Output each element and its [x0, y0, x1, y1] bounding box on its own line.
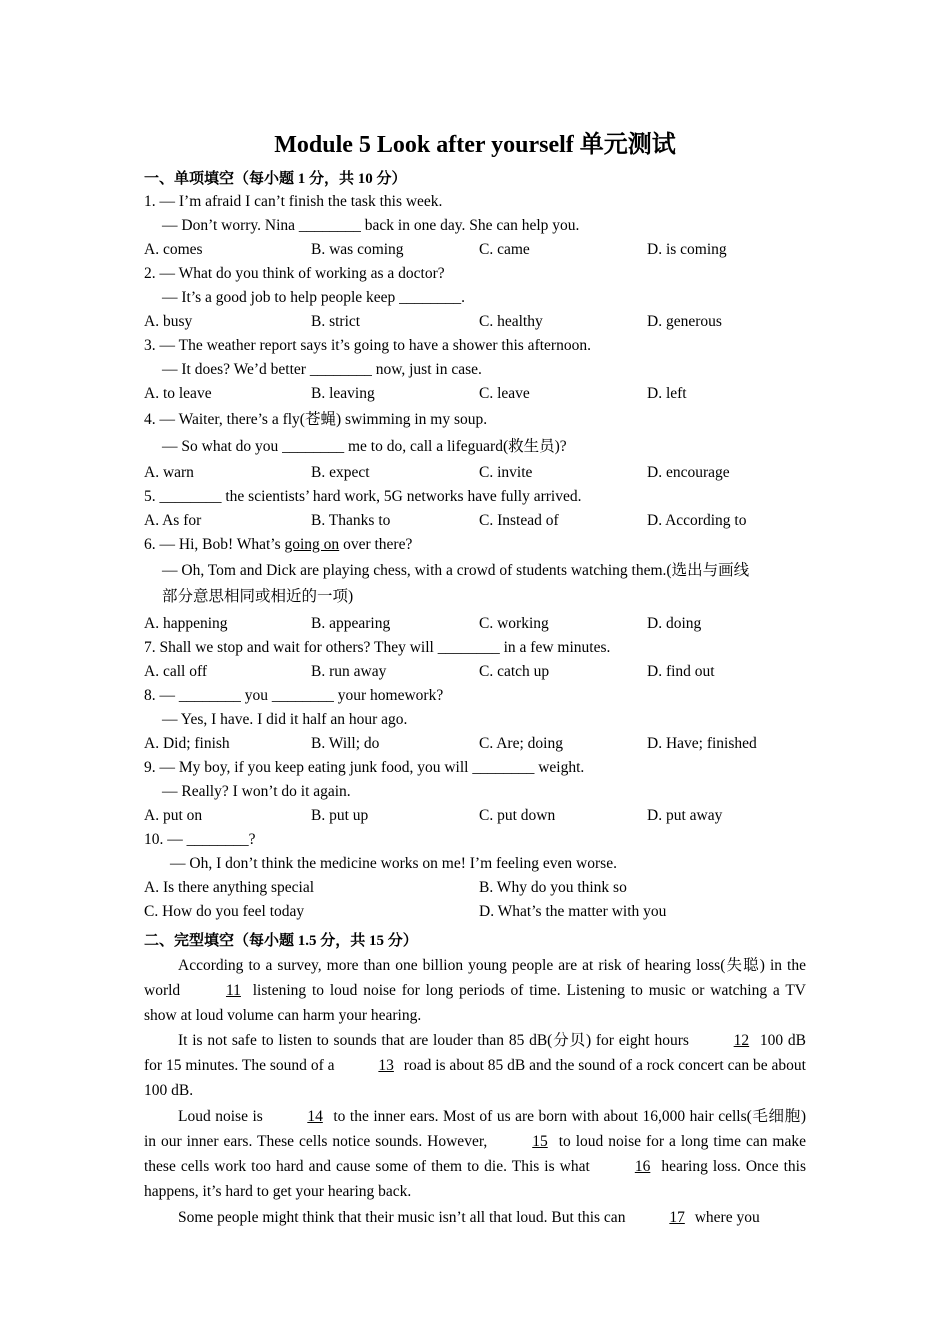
question-9-line-2: — Really? I won’t do it again. — [162, 783, 351, 800]
p2-text-c: road is about 85 dB and the sound of a rock concert can be about 100 dB. — [144, 1057, 806, 1099]
q5-option-d: D. According to — [647, 512, 747, 529]
question-7-line-1: 7. Shall we stop and wait for others? They will ________ in a few minutes. — [144, 639, 611, 656]
question-4-line-1: 4. — Waiter, there’s a fly(苍蝇) swimming in my soup. — [144, 411, 488, 428]
q8-option-b: B. Will; do — [311, 735, 380, 752]
q3-option-b: B. leaving — [311, 385, 375, 402]
q2-option-d: D. generous — [647, 313, 722, 330]
p3-text-b: to the inner ears. Most of us are born with about 16,000 hair cells(毛细胞) in our inner ears. These cells notice sounds. However, — [144, 1108, 806, 1150]
question-2-line-2: — It’s a good job to help people keep ________. — [162, 289, 466, 306]
p3-text-d: hearing loss. Once this happens, it’s hard to get your hearing back. — [144, 1158, 806, 1200]
q8-option-a: A. Did; finish — [144, 735, 230, 752]
q6-text-a: 6. — Hi, Bob! What’s — [144, 536, 285, 553]
question-6-line-1 — [144, 535, 412, 555]
q7-option-d: D. find out — [647, 663, 715, 680]
question-9-line-1: 9. — My boy, if you keep eating junk food, you will ________ weight. — [144, 759, 585, 776]
blank-11: 11 — [225, 982, 241, 999]
blank-16: 16 — [634, 1158, 651, 1175]
question-6-line-2: — Oh, Tom and Dick are playing chess, with a crowd of students watching them.(选出与画线 — [162, 562, 750, 579]
q3-option-c: C. leave — [479, 385, 530, 402]
q2-option-c: C. healthy — [479, 313, 543, 330]
q10-option-a: A. Is there anything special — [144, 879, 315, 896]
section-heading-2: 二、完型填空（每小题 1.5 分，共 15 分） — [144, 933, 418, 949]
q3-option-d: D. left — [647, 385, 687, 402]
q9-option-c: C. put down — [479, 807, 556, 824]
q4-option-c: C. invite — [479, 464, 533, 481]
q9-option-b: B. put up — [311, 807, 369, 824]
question-3-line-2: — It does? We’d better ________ now, just in case. — [162, 361, 482, 378]
q7-option-b: B. run away — [311, 663, 387, 680]
question-4-line-2: — So what do you ________ me to do, call a lifeguard(救生员)? — [162, 438, 567, 455]
q3-option-a: A. to leave — [144, 385, 212, 402]
q1-option-b: B. was coming — [311, 241, 404, 258]
blank-17: 17 — [669, 1209, 685, 1226]
q10-option-c: C. How do you feel today — [144, 903, 305, 920]
p2-text-b: 100 dB for 15 minutes. The sound of a — [144, 1032, 806, 1074]
question-10-line-1: 10. — ________? — [144, 831, 256, 848]
q9-option-d: D. put away — [647, 807, 723, 824]
q5-option-b: B. Thanks to — [311, 512, 391, 529]
question-1-line-2: — Don’t worry. Nina ________ back in one day. She can help you. — [162, 217, 580, 234]
question-5-line-1: 5. ________ the scientists’ hard work, 5G networks have fully arrived. — [144, 488, 582, 505]
q8-option-d: D. Have; finished — [647, 735, 757, 752]
q4-option-a: A. warn — [144, 464, 194, 481]
q6-option-c: C. working — [479, 615, 549, 632]
q6-text-b: over there? — [339, 536, 413, 553]
cloze-paragraph-1 — [144, 953, 806, 1028]
q6-option-d: D. doing — [647, 615, 702, 632]
blank-13: 13 — [378, 1057, 394, 1074]
q2-option-b: B. strict — [311, 313, 361, 330]
p4-text-a: Some people might think that their music isn’t all that loud. But this can — [178, 1209, 630, 1226]
q5-option-c: C. Instead of — [479, 512, 559, 529]
q6-underlined-phrase: going on — [284, 536, 340, 553]
p3-text-a: Loud noise is — [178, 1108, 268, 1125]
p1-text-b: listening to loud noise for long periods of time. Listening to music or watching a TV show at loud volume can harm your hearing. — [144, 982, 806, 1024]
blank-12: 12 — [733, 1032, 750, 1049]
q4-option-d: D. encourage — [647, 464, 730, 481]
cloze-paragraph-2 — [144, 1028, 806, 1103]
question-10-line-2: — Oh, I don’t think the medicine works on me! I’m feeling even worse. — [170, 855, 617, 872]
q1-option-a: A. comes — [144, 241, 203, 258]
question-6-line-3: 部分意思相同或相近的一项) — [162, 588, 354, 605]
question-3-line-1: 3. — The weather report says it’s going to have a shower this afternoon. — [144, 337, 591, 354]
question-2-line-1: 2. — What do you think of working as a doctor? — [144, 265, 445, 282]
page-title: Module 5 Look after yourself 单元测试 — [274, 132, 676, 158]
p2-text-a: It is not safe to listen to sounds that are louder than 85 dB(分贝) for eight hours — [178, 1032, 694, 1049]
q6-option-b: B. appearing — [311, 615, 391, 632]
q10-option-b: B. Why do you think so — [479, 879, 627, 896]
question-8-line-2: — Yes, I have. I did it half an hour ago. — [162, 711, 408, 728]
p3-text-c: to loud noise for a long time can make these cells work too hard and cause some of them to die. This is what — [144, 1133, 806, 1175]
q7-option-c: C. catch up — [479, 663, 550, 680]
p4-text-b: where you — [690, 1209, 760, 1226]
q10-option-d: D. What’s the matter with you — [479, 903, 667, 920]
q9-option-a: A. put on — [144, 807, 203, 824]
q8-option-c: C. Are; doing — [479, 735, 563, 752]
q5-option-a: A. As for — [144, 512, 202, 529]
q7-option-a: A. call off — [144, 663, 207, 680]
q1-option-d: D. is coming — [647, 241, 727, 258]
cloze-paragraph-3 — [144, 1104, 806, 1204]
q1-option-c: C. came — [479, 241, 530, 258]
q6-option-a: A. happening — [144, 615, 228, 632]
question-1-line-1: 1. — I’m afraid I can’t finish the task this week. — [144, 193, 443, 210]
q4-option-b: B. expect — [311, 464, 370, 481]
cloze-paragraph-4 — [144, 1205, 806, 1230]
section-heading-1: 一、单项填空（每小题 1 分，共 10 分） — [144, 171, 407, 187]
q2-option-a: A. busy — [144, 313, 193, 330]
question-8-line-1: 8. — ________ you ________ your homework? — [144, 687, 444, 704]
p1-text-a: According to a survey, more than one billion young people are at risk of hearing loss(失聪) in the world — [144, 957, 806, 999]
blank-15: 15 — [532, 1133, 548, 1150]
blank-14: 14 — [307, 1108, 323, 1125]
